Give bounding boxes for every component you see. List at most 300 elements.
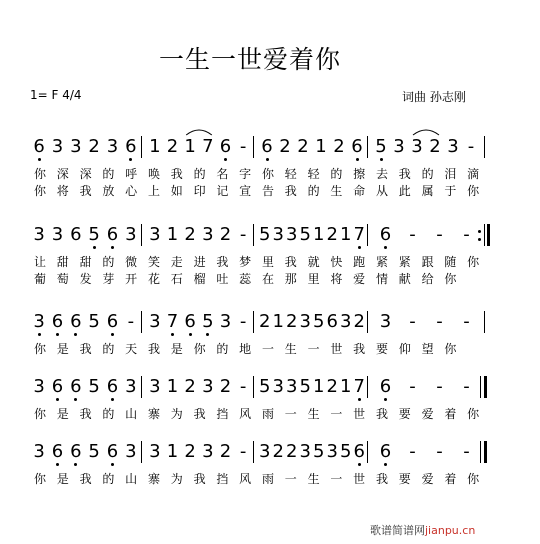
jianpu-note: 2 xyxy=(429,136,441,157)
jianpu-note: 3 xyxy=(393,136,405,157)
lyric-char: 的 xyxy=(102,407,115,421)
lyric-char: 我 xyxy=(79,472,92,486)
lyric-char: 着 xyxy=(444,407,457,421)
jianpu-note: 1 xyxy=(340,224,352,245)
lyric-char: 你 xyxy=(33,342,46,356)
lyric-char: 我 xyxy=(79,342,92,356)
sustain-dash: - xyxy=(409,376,416,397)
lyric-char: 要 xyxy=(375,342,388,356)
low-octave-dot xyxy=(38,158,41,161)
final-barline-thin xyxy=(480,441,481,463)
lyric-char: 石 xyxy=(170,272,183,286)
lyric-char: 寨 xyxy=(147,472,160,486)
lyric-char: 名 xyxy=(216,167,229,181)
lyric-char: 进 xyxy=(193,255,206,269)
jianpu-note: 5 xyxy=(313,441,325,462)
lyric-char: 甜 xyxy=(56,255,69,269)
jianpu-note: 2 xyxy=(333,136,345,157)
jianpu-note: 6 xyxy=(106,224,119,245)
lyric-char: 心 xyxy=(125,184,138,198)
jianpu-note: 6 xyxy=(70,311,82,332)
low-octave-dot xyxy=(224,158,227,161)
lyric-char: 一 xyxy=(330,407,343,421)
jianpu-note: 2 xyxy=(259,311,271,332)
lyric-char: 你 xyxy=(33,167,46,181)
sustain-dash: - xyxy=(463,376,470,397)
jianpu-note: 5 xyxy=(340,441,352,462)
barline xyxy=(253,136,254,158)
jianpu-note: 3 xyxy=(149,311,161,332)
jianpu-note: 6 xyxy=(51,441,64,462)
jianpu-note: 5 xyxy=(259,376,271,397)
lyric-char: 的 xyxy=(421,167,434,181)
jianpu-note: 5 xyxy=(88,224,100,245)
sustain-dash: - xyxy=(436,376,443,397)
lyric-char: 里 xyxy=(307,272,320,286)
lyric-char: 雨 xyxy=(261,407,274,421)
sustain-dash: - xyxy=(436,224,443,245)
lyric-char: 属 xyxy=(421,184,434,198)
lyric-char: 生 xyxy=(330,184,343,198)
lyric-char: 你 xyxy=(467,407,480,421)
jianpu-note: 6 xyxy=(351,136,363,157)
lyric-char: 一 xyxy=(261,342,274,356)
sustain-dash: - xyxy=(463,224,470,245)
low-octave-dot xyxy=(56,333,59,336)
jianpu-note: 3 xyxy=(411,136,423,157)
jianpu-note: 2 xyxy=(326,376,338,397)
lyric-char: 将 xyxy=(330,272,343,286)
jianpu-note: 3 xyxy=(125,441,137,462)
low-octave-dot xyxy=(356,158,359,161)
jianpu-note: 2 xyxy=(219,441,232,462)
lyric-char: 是 xyxy=(56,407,69,421)
lyric-char: 是 xyxy=(56,472,69,486)
jianpu-note: 2 xyxy=(219,376,232,397)
lyric-char: 就 xyxy=(307,255,320,269)
jianpu-note: 2 xyxy=(286,441,298,462)
lyric-char: 的 xyxy=(102,342,115,356)
jianpu-note: 6 xyxy=(326,311,338,332)
jianpu-note: 3 xyxy=(219,311,232,332)
jianpu-note: 2 xyxy=(353,311,365,332)
lyric-char: 为 xyxy=(170,472,183,486)
lyric-char: 你 xyxy=(193,342,206,356)
sustain-dash: - xyxy=(409,311,416,332)
lyric-char: 滴 xyxy=(467,167,480,181)
jianpu-note: 7 xyxy=(353,376,365,397)
lyric-char: 我 xyxy=(375,407,388,421)
jianpu-note: 6 xyxy=(184,311,196,332)
jianpu-note: 3 xyxy=(259,441,271,462)
lyric-char: 地 xyxy=(239,342,252,356)
jianpu-note: 5 xyxy=(202,311,214,332)
lyric-char: 告 xyxy=(261,184,274,198)
sustain-dash: - xyxy=(463,311,470,332)
lyric-char: 给 xyxy=(421,272,434,286)
barline xyxy=(367,136,368,158)
lyric-char: 生 xyxy=(307,407,320,421)
lyric-char: 风 xyxy=(239,472,252,486)
lyric-char: 蕊 xyxy=(239,272,252,286)
lyric-char: 宣 xyxy=(239,184,252,198)
sustain-dash: - xyxy=(463,441,470,462)
low-octave-dot xyxy=(384,398,387,401)
low-octave-dot xyxy=(358,246,361,249)
lyric-char: 的 xyxy=(102,472,115,486)
jianpu-note: 6 xyxy=(125,136,137,157)
jianpu-note: 6 xyxy=(379,376,392,397)
jianpu-note: 3 xyxy=(149,376,161,397)
lyric-char: 让 xyxy=(33,255,46,269)
sustain-dash: - xyxy=(239,136,247,157)
jianpu-note: 3 xyxy=(149,224,161,245)
lyric-char: 寨 xyxy=(147,407,160,421)
lyric-char: 爱 xyxy=(353,272,366,286)
low-octave-dot xyxy=(111,463,114,466)
lyric-char: 笑 xyxy=(147,255,160,269)
jianpu-note: 3 xyxy=(33,311,45,332)
watermark-url: jianpu.cn xyxy=(425,524,476,537)
lyric-char: 一 xyxy=(307,342,320,356)
jianpu-note: 1 xyxy=(184,136,196,157)
jianpu-note: 7 xyxy=(166,311,179,332)
lyric-char: 跟 xyxy=(421,255,434,269)
lyric-char: 我 xyxy=(79,184,92,198)
lyric-char: 我 xyxy=(353,342,366,356)
jianpu-note: 3 xyxy=(125,224,137,245)
jianpu-note: 1 xyxy=(166,441,179,462)
lyric-char: 在 xyxy=(261,272,274,286)
sustain-dash: - xyxy=(127,311,135,332)
jianpu-note: 6 xyxy=(70,224,82,245)
jianpu-note: 6 xyxy=(379,224,392,245)
jianpu-note: 3 xyxy=(125,376,137,397)
jianpu-note: 2 xyxy=(88,136,100,157)
jianpu-note: 2 xyxy=(286,311,298,332)
jianpu-note: 3 xyxy=(286,376,298,397)
jianpu-note: 3 xyxy=(272,376,284,397)
watermark-site: 歌谱简谱网 xyxy=(370,524,425,537)
final-barline-thin xyxy=(480,376,481,398)
lyric-char: 擦 xyxy=(353,167,366,181)
jianpu-note: 3 xyxy=(326,441,338,462)
jianpu-note: 6 xyxy=(70,376,82,397)
barline xyxy=(484,311,485,333)
repeat-dot xyxy=(478,230,481,233)
lyric-char: 一 xyxy=(284,407,297,421)
jianpu-note: 5 xyxy=(88,441,100,462)
lyric-char: 跑 xyxy=(353,255,366,269)
jianpu-note: 3 xyxy=(106,136,119,157)
jianpu-note: 5 xyxy=(88,311,100,332)
lyric-char: 去 xyxy=(375,167,388,181)
lyric-char: 的 xyxy=(307,184,320,198)
lyric-char: 我 xyxy=(398,167,411,181)
barline xyxy=(253,441,254,463)
lyric-char: 山 xyxy=(125,407,138,421)
jianpu-note: 3 xyxy=(379,311,392,332)
jianpu-note: 6 xyxy=(353,441,365,462)
jianpu-note: 1 xyxy=(149,136,161,157)
barline xyxy=(367,441,368,463)
jianpu-note: 1 xyxy=(313,224,325,245)
jianpu-note: 3 xyxy=(299,441,311,462)
lyric-char: 里 xyxy=(261,255,274,269)
barline xyxy=(141,376,142,398)
jianpu-note: 1 xyxy=(315,136,327,157)
lyric-char: 开 xyxy=(125,272,138,286)
lyric-char: 世 xyxy=(353,472,366,486)
low-octave-dot xyxy=(111,246,114,249)
lyric-char: 走 xyxy=(170,255,183,269)
lyric-char: 雨 xyxy=(261,472,274,486)
lyric-char: 萄 xyxy=(56,272,69,286)
lyric-char: 你 xyxy=(444,272,457,286)
jianpu-note: 3 xyxy=(33,224,45,245)
lyric-char: 随 xyxy=(444,255,457,269)
jianpu-note: 6 xyxy=(51,376,64,397)
lyric-char: 你 xyxy=(33,472,46,486)
low-octave-dot xyxy=(171,333,174,336)
lyric-char: 山 xyxy=(125,472,138,486)
jianpu-note: 6 xyxy=(219,136,232,157)
lyric-char: 我 xyxy=(147,342,160,356)
lyric-char: 字 xyxy=(239,167,252,181)
lyric-char: 吐 xyxy=(216,272,229,286)
jianpu-note: 3 xyxy=(202,441,214,462)
jianpu-note: 3 xyxy=(149,441,161,462)
jianpu-note: 3 xyxy=(51,224,64,245)
lyric-char: 爱 xyxy=(421,472,434,486)
lyric-char: 世 xyxy=(353,407,366,421)
sustain-dash: - xyxy=(239,311,247,332)
lyric-char: 记 xyxy=(216,184,229,198)
lyric-char: 泪 xyxy=(444,167,457,181)
lyric-char: 葡 xyxy=(33,272,46,286)
lyric-char: 我 xyxy=(375,472,388,486)
sustain-dash: - xyxy=(239,441,247,462)
barline xyxy=(141,136,142,158)
lyric-char: 你 xyxy=(467,255,480,269)
lyric-char: 于 xyxy=(444,184,457,198)
jianpu-note: 1 xyxy=(166,224,179,245)
lyric-char: 芽 xyxy=(102,272,115,286)
lyric-char: 一 xyxy=(284,472,297,486)
lyric-char: 风 xyxy=(239,407,252,421)
lyric-char: 是 xyxy=(56,342,69,356)
lyric-char: 轻 xyxy=(284,167,297,181)
jianpu-note: 6 xyxy=(379,441,392,462)
low-octave-dot xyxy=(111,398,114,401)
slur xyxy=(413,130,439,135)
lyric-char: 挡 xyxy=(216,472,229,486)
jianpu-note: 2 xyxy=(272,441,284,462)
composer-credit: 词曲 孙志刚 xyxy=(402,90,466,104)
key-signature: 1= F 4/4 xyxy=(30,88,82,102)
lyric-char: 印 xyxy=(193,184,206,198)
lyric-char: 天 xyxy=(125,342,138,356)
sustain-dash: - xyxy=(409,441,416,462)
lyric-char: 的 xyxy=(102,255,115,269)
jianpu-note: 3 xyxy=(286,224,298,245)
lyric-char: 唤 xyxy=(147,167,160,181)
lyric-char: 放 xyxy=(102,184,115,198)
lyric-char: 生 xyxy=(284,342,297,356)
lyric-char: 快 xyxy=(330,255,343,269)
lyric-char: 上 xyxy=(147,184,160,198)
lyric-char: 此 xyxy=(398,184,411,198)
jianpu-note: 2 xyxy=(326,224,338,245)
low-octave-dot xyxy=(56,398,59,401)
jianpu-note: 5 xyxy=(299,224,311,245)
lyric-char: 花 xyxy=(147,272,160,286)
repeat-barline xyxy=(487,224,490,246)
jianpu-note: 2 xyxy=(184,376,196,397)
lyric-char: 挡 xyxy=(216,407,229,421)
sustain-dash: - xyxy=(467,136,475,157)
barline xyxy=(141,441,142,463)
jianpu-note: 3 xyxy=(340,311,352,332)
lyric-char: 你 xyxy=(444,342,457,356)
lyric-char: 我 xyxy=(284,255,297,269)
barline xyxy=(253,376,254,398)
low-octave-dot xyxy=(358,398,361,401)
jianpu-note: 6 xyxy=(106,441,119,462)
jianpu-note: 2 xyxy=(219,224,232,245)
jianpu-note: 6 xyxy=(70,441,82,462)
jianpu-note: 7 xyxy=(202,136,214,157)
lyric-char: 爱 xyxy=(421,407,434,421)
low-octave-dot xyxy=(38,333,41,336)
low-octave-dot xyxy=(111,333,114,336)
lyric-char: 献 xyxy=(398,272,411,286)
jianpu-note: 7 xyxy=(353,224,365,245)
jianpu-note: 5 xyxy=(88,376,100,397)
jianpu-note: 3 xyxy=(33,376,45,397)
low-octave-dot xyxy=(56,463,59,466)
lyric-char: 将 xyxy=(56,184,69,198)
lyric-char: 榴 xyxy=(193,272,206,286)
low-octave-dot xyxy=(189,333,192,336)
jianpu-note: 6 xyxy=(51,311,64,332)
lyric-char: 如 xyxy=(170,184,183,198)
jianpu-note: 5 xyxy=(299,376,311,397)
slur xyxy=(186,130,212,135)
lyric-char: 呼 xyxy=(125,167,138,181)
lyric-char: 我 xyxy=(193,472,206,486)
lyric-char: 情 xyxy=(375,272,388,286)
barline xyxy=(141,311,142,333)
jianpu-note: 3 xyxy=(299,311,311,332)
barline xyxy=(367,311,368,333)
lyric-char: 的 xyxy=(216,342,229,356)
lyric-char: 那 xyxy=(284,272,297,286)
lyric-char: 我 xyxy=(170,167,183,181)
lyric-char: 望 xyxy=(421,342,434,356)
jianpu-note: 6 xyxy=(261,136,273,157)
jianpu-note: 6 xyxy=(106,376,119,397)
final-barline xyxy=(484,376,487,398)
lyric-char: 着 xyxy=(444,472,457,486)
sustain-dash: - xyxy=(239,224,247,245)
lyric-char: 一 xyxy=(330,472,343,486)
jianpu-note: 2 xyxy=(184,224,196,245)
low-octave-dot xyxy=(380,158,383,161)
low-octave-dot xyxy=(384,463,387,466)
low-octave-dot xyxy=(384,246,387,249)
barline xyxy=(253,224,254,246)
barline xyxy=(253,311,254,333)
lyric-char: 我 xyxy=(284,184,297,198)
lyric-char: 的 xyxy=(330,167,343,181)
sustain-dash: - xyxy=(436,311,443,332)
jianpu-note: 2 xyxy=(297,136,309,157)
lyric-char: 深 xyxy=(79,167,92,181)
lyric-char: 我 xyxy=(79,407,92,421)
site-watermark xyxy=(370,522,475,538)
sustain-dash: - xyxy=(436,441,443,462)
jianpu-note: 3 xyxy=(202,224,214,245)
lyric-char: 的 xyxy=(102,167,115,181)
jianpu-note: 1 xyxy=(166,376,179,397)
low-octave-dot xyxy=(266,158,269,161)
final-barline xyxy=(484,441,487,463)
lyric-char: 的 xyxy=(193,167,206,181)
jianpu-note: 1 xyxy=(313,376,325,397)
sustain-dash: - xyxy=(239,376,247,397)
jianpu-note: 2 xyxy=(166,136,179,157)
lyric-char: 你 xyxy=(33,184,46,198)
low-octave-dot xyxy=(358,463,361,466)
jianpu-note: 6 xyxy=(33,136,45,157)
jianpu-note: 1 xyxy=(340,376,352,397)
jianpu-note: 3 xyxy=(272,224,284,245)
barline xyxy=(141,224,142,246)
lyric-char: 要 xyxy=(398,472,411,486)
lyric-char: 要 xyxy=(398,407,411,421)
jianpu-note: 6 xyxy=(106,311,119,332)
lyric-char: 发 xyxy=(79,272,92,286)
jianpu-note: 5 xyxy=(313,311,325,332)
jianpu-note: 3 xyxy=(51,136,64,157)
jianpu-note: 2 xyxy=(184,441,196,462)
lyric-char: 你 xyxy=(467,184,480,198)
jianpu-note: 2 xyxy=(279,136,291,157)
lyric-char: 微 xyxy=(125,255,138,269)
lyric-char: 为 xyxy=(170,407,183,421)
jianpu-note: 5 xyxy=(375,136,387,157)
jianpu-note: 3 xyxy=(33,441,45,462)
barline xyxy=(484,224,485,246)
lyric-char: 甜 xyxy=(79,255,92,269)
song-title: 一生一世爱着你 xyxy=(158,45,341,74)
lyric-char: 紧 xyxy=(375,255,388,269)
barline xyxy=(367,376,368,398)
jianpu-note: 3 xyxy=(70,136,82,157)
jianpu-note: 5 xyxy=(259,224,271,245)
lyric-char: 从 xyxy=(375,184,388,198)
lyric-char: 是 xyxy=(170,342,183,356)
lyric-char: 你 xyxy=(33,407,46,421)
lyric-char: 仰 xyxy=(398,342,411,356)
lyric-char: 我 xyxy=(193,407,206,421)
lyric-char: 命 xyxy=(353,184,366,198)
repeat-dot xyxy=(478,238,481,241)
low-octave-dot xyxy=(93,246,96,249)
barline xyxy=(367,224,368,246)
jianpu-note: 1 xyxy=(272,311,284,332)
